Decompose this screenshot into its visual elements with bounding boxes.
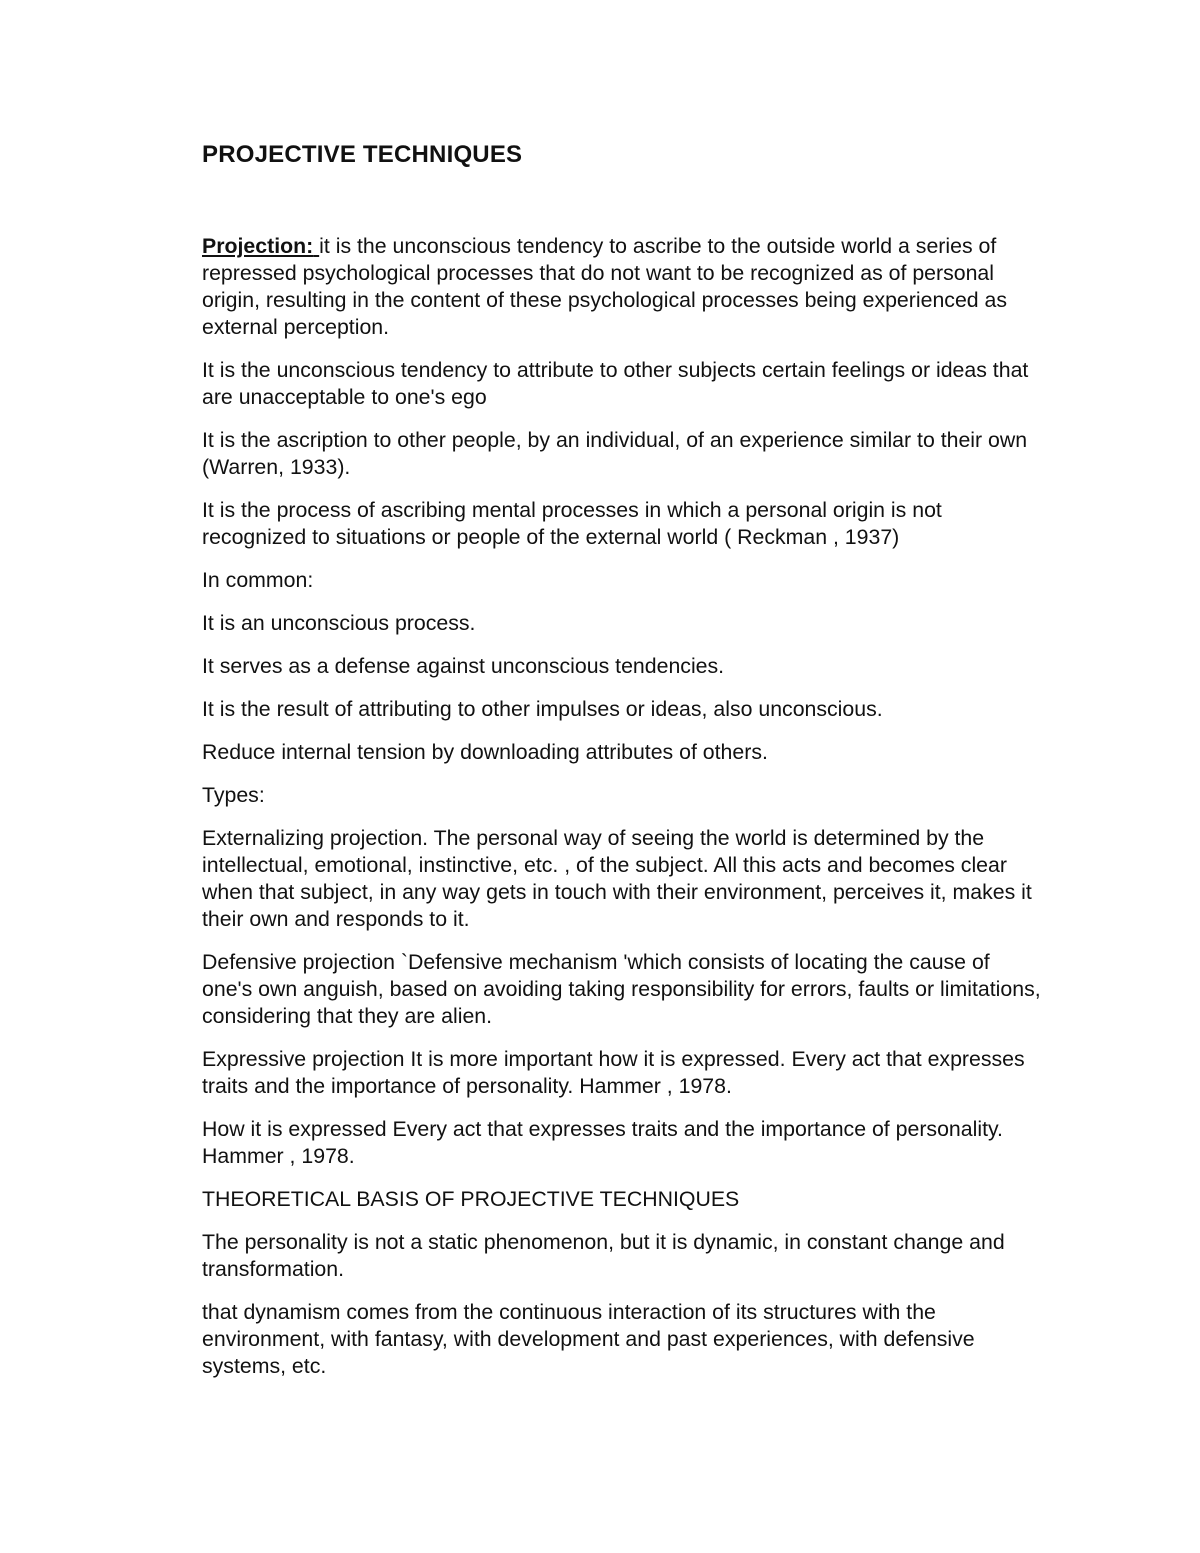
paragraph-reckman: It is the process of ascribing mental processes in which a personal origin is not recognized to situations or people of the external world ( Reckman , 1937)	[202, 498, 942, 549]
paragraph-reduce-tension: Reduce internal tension by downloading attributes of others.	[202, 740, 768, 764]
document-title: PROJECTIVE TECHNIQUES	[202, 141, 523, 168]
paragraph-defensive: Defensive projection `Defensive mechanism 'which consists of locating the cause of one's own anguish, based on avoiding taking responsibility for errors, faults or limitations, considering that they are alien.	[202, 950, 1041, 1028]
paragraph-dynamism: that dynamism comes from the continuous interaction of its structures with the environment, with fantasy, with development and past experiences, with defensive systems, etc.	[202, 1300, 975, 1378]
paragraph-personality-dynamic: The personality is not a static phenomenon, but it is dynamic, in constant change and transformation.	[202, 1230, 1005, 1281]
paragraph-types: Types:	[202, 783, 265, 807]
section-heading-theoretical-basis: THEORETICAL BASIS OF PROJECTIVE TECHNIQUES	[202, 1187, 740, 1211]
paragraph-unconscious-process: It is an unconscious process.	[202, 611, 476, 635]
paragraph-defense: It serves as a defense against unconscious tendencies.	[202, 654, 725, 678]
paragraph-attributing: It is the result of attributing to other impulses or ideas, also unconscious.	[202, 697, 883, 721]
projection-definition	[202, 233, 1042, 341]
paragraph-in-common: In common:	[202, 568, 314, 592]
projection-definition-text: it is the unconscious tendency to ascribe to the outside world a series of repressed psychological processes that do not want to be recognized as of personal origin, resulting in the content of these psychological processes being experienced as external perception.	[202, 234, 1008, 339]
document-body	[202, 140, 1042, 1396]
paragraph-ego-attribution: It is the unconscious tendency to attribute to other subjects certain feelings or ideas that are unacceptable to one's ego	[202, 358, 1029, 409]
paragraph-how-expressed: How it is expressed Every act that expresses traits and the importance of personality. Hammer , 1978.	[202, 1117, 1003, 1168]
projection-term: Projection:	[202, 234, 314, 258]
paragraph-expressive: Expressive projection It is more important how it is expressed. Every act that expresses traits and the importance of personality. Hammer , 1978.	[202, 1047, 1025, 1098]
paragraph-warren: It is the ascription to other people, by an individual, of an experience similar to their own (Warren, 1933).	[202, 428, 1028, 479]
paragraph-externalizing: Externalizing projection. The personal way of seeing the world is determined by the intellectual, emotional, instinctive, etc. , of the subject. All this acts and becomes clear when that subject, in any way gets in touch with their environment, perceives it, makes it their own and responds to it.	[202, 826, 1032, 931]
